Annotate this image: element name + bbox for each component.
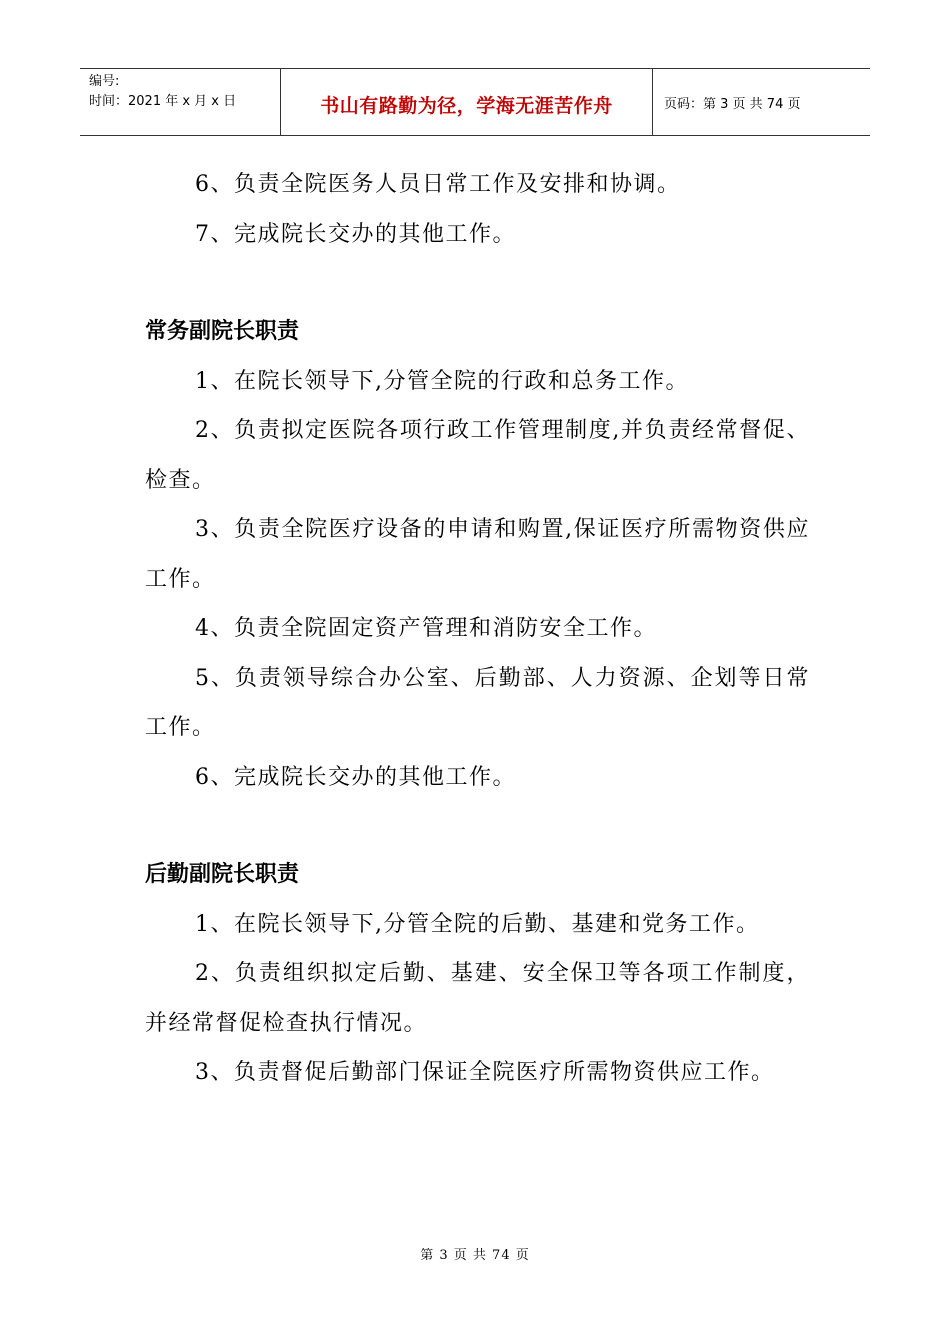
list-item: 6、完成院长交办的其他工作。 xyxy=(195,764,516,790)
header-page-info: 页码：第 3 页 共 74 页 xyxy=(664,96,801,112)
date-label: 时间：2021 年 x 月 x 日 xyxy=(89,94,237,109)
header-motto: 书山有路勤为径，学海无涯苦作舟 xyxy=(281,69,653,135)
section-spacer xyxy=(145,802,810,850)
section-spacer xyxy=(145,259,810,307)
list-item: 2、负责组织拟定后勤、基建、安全保卫等各项工作制度，并经常督促检查执行情况。 xyxy=(145,961,810,1036)
list-item: 2、负责拟定医院各项行政工作管理制度,并负责经常督促、检查。 xyxy=(145,418,810,493)
list-item: 7、完成院长交办的其他工作。 xyxy=(195,221,516,247)
document-body xyxy=(145,160,810,1098)
list-item: 1、在院长领导下,分管全院的后勤、基建和党务工作。 xyxy=(195,911,760,937)
section-title-executive-vice-president: 常务副院长职责 xyxy=(145,319,300,344)
list-item: 5、负责领导综合办公室、后勤部、人力资源、企划等日常工作。 xyxy=(145,665,810,740)
list-item: 3、负责督促后勤部门保证全院医疗所需物资供应工作。 xyxy=(195,1060,775,1085)
list-item: 6、负责全院医务人员日常工作及安排和协调。 xyxy=(195,172,681,197)
list-item: 3、负责全院医疗设备的申请和购置,保证医疗所需物资供应工作。 xyxy=(145,517,810,592)
list-item: 4、负责全院固定资产管理和消防安全工作。 xyxy=(195,616,657,641)
header-meta xyxy=(80,69,281,135)
section-title-logistics-vice-president: 后勤副院长职责 xyxy=(145,862,300,887)
page-header xyxy=(80,68,870,136)
list-item: 1、在院长领导下,分管全院的行政和总务工作。 xyxy=(195,368,689,394)
serial-number-label: 编号: xyxy=(89,74,120,89)
page-footer: 第 3 页 共 74 页 xyxy=(420,1248,530,1263)
